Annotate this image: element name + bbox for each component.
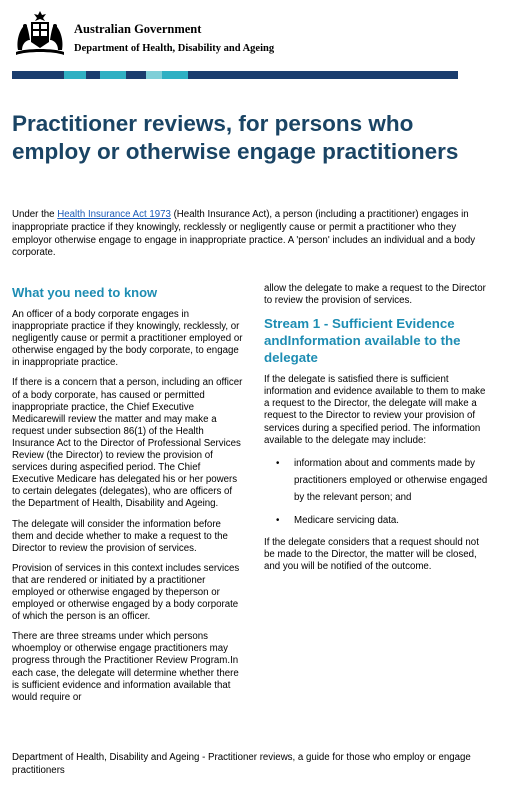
section-heading-what-you-need-to-know: What you need to know <box>12 285 158 300</box>
color-bar-segment <box>64 71 86 79</box>
continuation-paragraph: allow the delegate to make a request to the Director to review the provision of services. <box>264 283 486 307</box>
color-bar-segment <box>308 71 458 79</box>
page-title: Practitioner reviews, for persons who employ or otherwise engage practitioners <box>12 111 459 164</box>
color-bar-segment <box>146 71 162 79</box>
government-wordmark <box>74 22 274 56</box>
bullet-list <box>264 455 488 529</box>
government-name: Australian Government <box>74 22 202 36</box>
color-bar-segment <box>40 71 64 79</box>
list-item: • Medicare servicing data. <box>264 512 488 529</box>
list-item: • information about and comments made by practitioners employed or otherwise engaged by the relevant person; and <box>264 455 488 506</box>
color-bar-segment <box>12 71 40 79</box>
section-heading-stream-1: Stream 1 - Sufficient Evidence andInformation available to the delegate <box>264 316 461 366</box>
color-bar-segment <box>126 71 146 79</box>
body-paragraph: There are three streams under which persons whoemploy or otherwise engage practitioners may progress through the Practitioner Review Program.In each case, the delegate will determine whether there is sufficient evidence and information available that would require or <box>12 631 239 703</box>
body-paragraph: An officer of a body corporate engages in inappropriate practice if they knowingly, recklessly, or negligently cause or permit a practitioner employed or otherwise engaged by the body corporate, to engage in inappropriate practice. <box>12 309 243 369</box>
body-paragraph: Provision of services in this context includes services that are rendered or initiated by a practitioner employed or otherwise engaged by theperson or employed or otherwise engaged by a body corporate of which the person is an officer. <box>12 562 240 623</box>
color-bar-segment <box>100 71 126 79</box>
color-bar-segment <box>162 71 188 79</box>
header-color-bar <box>12 71 458 79</box>
body-paragraph: If there is a concern that a person, including an officer of a body corporate, has caused or permitted inappropriate practice, the Chief Executive Medicarewill review the matter and may make a request under subsection 86(1) of the Health Insurance Act to the Director of Professional Services Review (the Director) to review the provision of services during aspecified period. The Chief Executive Medicare has delegated his or her powers to certain delegates (delegates), who are officers of the Department of Health, Disability and Ageing. <box>12 377 243 510</box>
color-bar-segment <box>188 71 308 79</box>
right-column <box>264 283 488 581</box>
body-paragraph: The delegate will consider the information before them and decide whether to make a request to the Director to review the provision of services. <box>12 518 228 554</box>
body-paragraph: If the delegate is satisfied there is sufficient information and evidence available to them to make a request to the Director, the delegate will make a request to the Director to review your provision of services during a specified period. The information available to the delegate may include: <box>264 374 486 446</box>
department-name: Department of Health, Disability and Ageing <box>74 43 275 54</box>
coat-of-arms-logo <box>12 10 68 58</box>
health-insurance-act-link[interactable]: Health Insurance Act 1973 <box>57 209 171 220</box>
intro-suffix: (Health Insurance Act), a person (including a practitioner) engages in inappropriate practice if they knowingly, recklessly or negligently cause or permit a practitioner who they employor otherwise engage to engage in inappropriate practice. A 'person' includes an individual and a body corporate. <box>12 209 476 259</box>
page-footer: Department of Health, Disability and Ageing - Practitioner reviews, a guide for those who employ or engage practitioners <box>12 752 471 776</box>
intro-prefix: Under the <box>12 209 58 220</box>
intro-paragraph <box>12 209 488 260</box>
color-bar-segment <box>86 71 100 79</box>
left-column <box>12 285 244 712</box>
closing-paragraph: If the delegate considers that a request should not be made to the Director, the matter will be closed, and you will be notified of the outcome. <box>264 536 479 572</box>
